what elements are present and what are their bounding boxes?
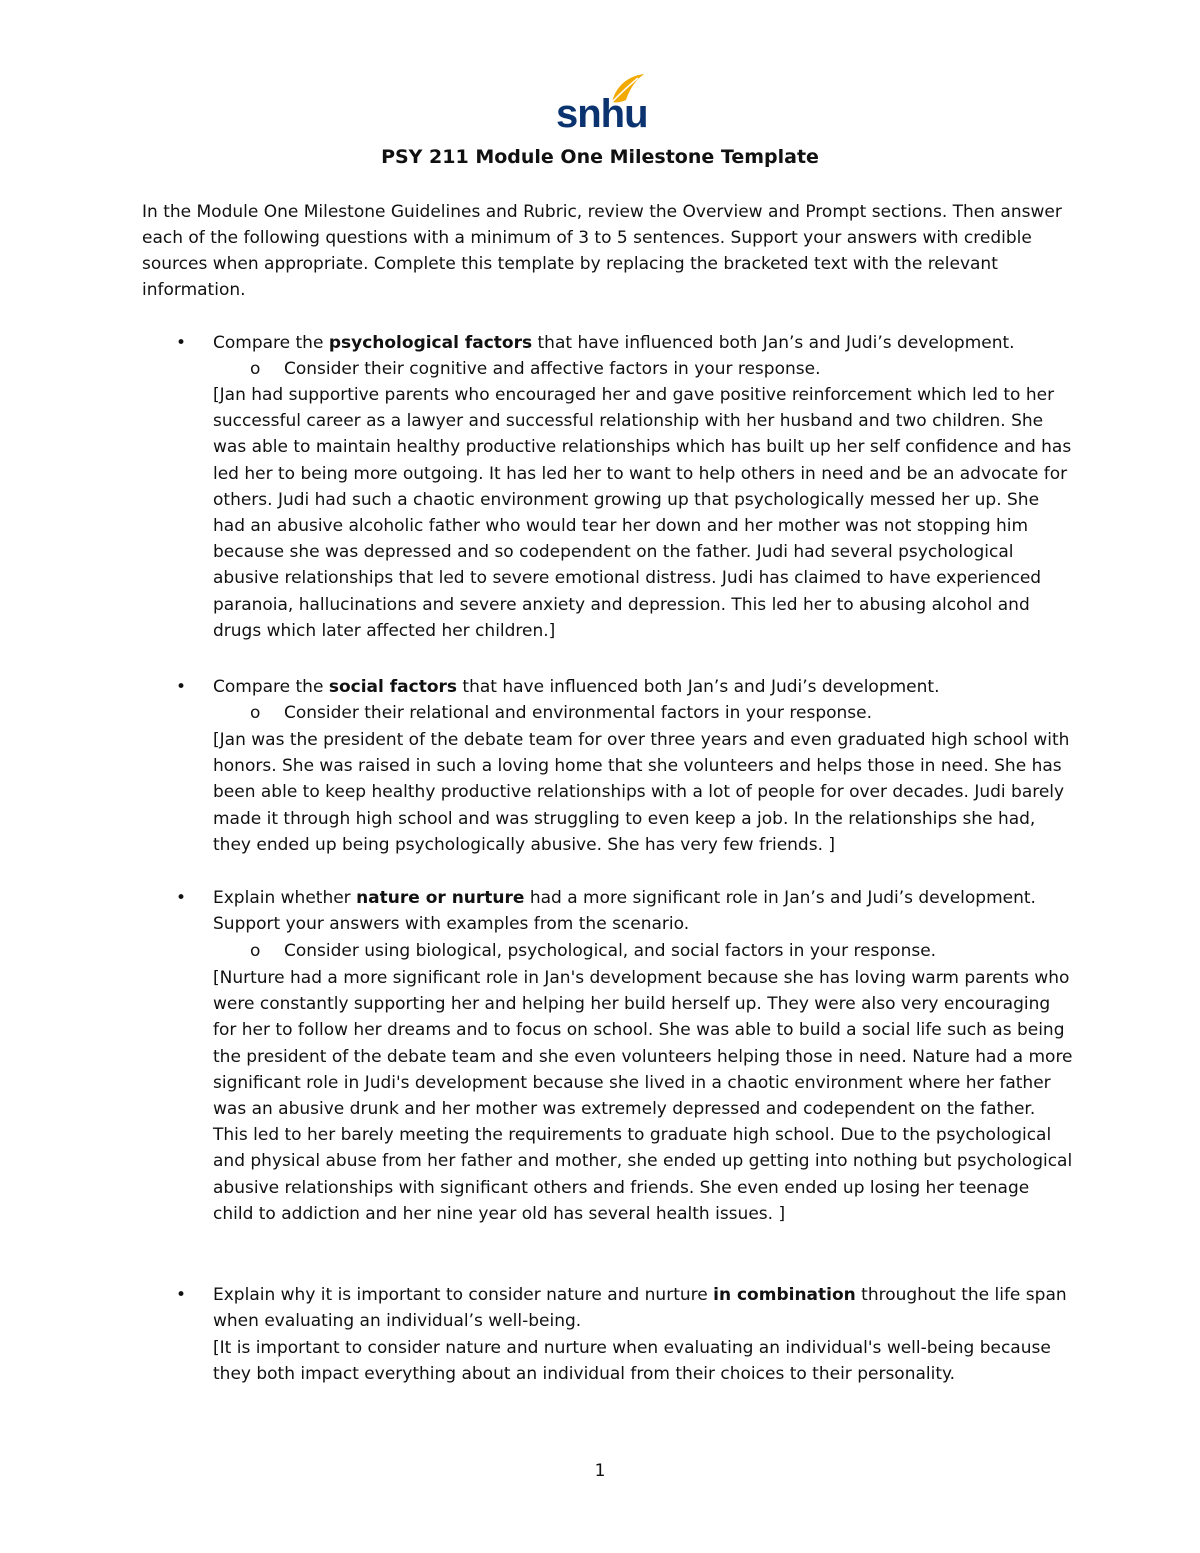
sub-bullet-icon: o xyxy=(250,941,261,961)
question-2-prompt: Compare the social factors that have influenced both Jan’s and Judi’s development. xyxy=(213,677,940,697)
snhu-logo xyxy=(550,72,650,134)
sub-bullet-icon: o xyxy=(250,703,261,723)
bullet-icon: • xyxy=(175,333,187,353)
sub-bullet-icon: o xyxy=(250,359,261,379)
answer-2: [Jan was the president of the debate team for over three years and even graduated high school with honors. She was raised in such a loving home that she volunteers and helps those in need. She has been able to keep healthy productive relationships with a lot of people for over decades. Judi barely made it through high school and was struggling to even keep a job. In the relationships she had, they ended up being psychologically abusive. She has very few friends. ] xyxy=(213,730,1070,855)
bullet-icon: • xyxy=(175,677,187,697)
answer-3: [Nurture had a more significant role in Jan's development because she has loving warm parents who were constantly supporting her and helping her build herself up. They were also very encouraging for her to follow her dreams and to focus on school. She was able to build a social life such as being the president of the debate team and she even volunteers helping those in need. Nature had a more significant role in Judi's development because she lived in a chaotic environment where her father was an abusive drunk and her mother was extremely depressed and codependent on the father. This led to her barely meeting the requirements to graduate high school. Due to the psychological and physical abuse from her father and mother, she ended up getting into nothing but psychological abusive relationships with significant others and friends. She even ended up losing her teenage child to addiction and her nine year old has several health issues. ] xyxy=(213,968,1073,1224)
question-1-prompt: Compare the psychological factors that have influenced both Jan’s and Judi’s development. xyxy=(213,333,1015,353)
bullet-icon: • xyxy=(175,1285,187,1305)
question-4-prompt: Explain why it is important to consider nature and nurture in combination throughout the life span when evaluating an individual’s well-being. xyxy=(213,1285,1067,1331)
bullet-icon: • xyxy=(175,888,187,908)
answer-4: [It is important to consider nature and nurture when evaluating an individual's well-being because they both impact everything about an individual from their choices to their personality. xyxy=(213,1338,1051,1385)
page-number: 1 xyxy=(594,1461,606,1481)
document-page: snhu PSY 211 Module One Milestone Template In the Module One Milestone Guidelines and Rubric, review the Overview and Prompt sections. Then answer each of the following questions with a minimum of 3 to 5 sentences. Support your answers with credible sources when appropriate. Complete this template by replacing the bracketed text with the relevant information. • Compare the psychological factors that have influenced both Jan’s and Judi’s development. o Consider their cognitive and affective factors in your response. [Jan had supportive parents who encouraged her and gave positive reinforcement which led to her successful career as a lawyer and successful relationship with her husband and two children. She was able to maintain healthy productive relationships which has built up her self confidence and has led her to being more outgoing. It has led her to want to help others in need and be an advocate for others. Judi had such a chaotic environment growing up that psychologically messed her up. She had an abusive alcoholic father who would tear her down and her mother was not stopping him because she was depressed and so codependent on the father. Judi had several psychological abusive relationships that led to severe emotional distress. Judi has claimed to have experienced paranoia, hallucinations and severe anxiety and depression. This led her to abusing alcohol and drugs which later affected her children.] • Compare the social factors that have influenced both Jan’s and Judi’s development. o Consider their relational and environmental factors in your response. [Jan was the president of the debate team for over three years and even graduated high school with honors. She was raised in such a loving home that she volunteers and helps those in need. She has been able to keep healthy productive relationships with a lot of people for over decades. Judi barely made it through high school and was struggling to even keep a job. In the relationships she had, they ended up being psychologically abusive. She has very few friends. ] • Explain whether nature or nurture had a more significant role in Jan’s and Judi’s development. Support your answers with examples from the scenario. o Consider using biological, psychological, and social factors in your response. [Nurture had a more significant role in Jan's development because she has loving warm parents who were constantly supporting her and helping her build herself up. They were also very encouraging for her to follow her dreams and to focus on school. She was able to build a social life such as being the president of the debate team and she even volunteers helping those in need. Nature had a more significant role in Judi's development because she lived in a chaotic environment where her father was an abusive drunk and her mother was extremely depressed and codependent on the father. This led to her barely meeting the requirements to graduate high school. Due to the psychological and physical abuse from her father and mother, she ended up getting into nothing but psychological abusive relationships with significant others and friends. She even ended up losing her teenage child to addiction and her nine year old has several health issues. ] • Explain why it is important to consider nature and nurture in combination throughout the life span when evaluating an individual’s well-being. [It is important to consider nature and nurture when evaluating an individual's well-being because they both impact everything about an individual from their choices to their personality. 1 xyxy=(0,0,1200,1553)
intro-paragraph: In the Module One Milestone Guidelines and Rubric, review the Overview and Prompt sections. Then answer each of the following questions with a minimum of 3 to 5 sentences. Support your answers with credible sources when appropriate. Complete this template by replacing the bracketed text with the relevant information. xyxy=(142,202,1062,300)
question-3-prompt: Explain whether nature or nurture had a more significant role in Jan’s and Judi’s development. Support your answers with examples from the scenario. xyxy=(213,888,1036,934)
answer-1: [Jan had supportive parents who encouraged her and gave positive reinforcement which led to her successful career as a lawyer and successful relationship with her husband and two children. She was able to maintain healthy productive relationships which has built up her self confidence and has led her to being more outgoing. It has led her to want to help others in need and be an advocate for others. Judi had such a chaotic environment growing up that psychologically messed her up. She had an abusive alcoholic father who would tear her down and her mother was not stopping him because she was depressed and so codependent on the father. Judi had several psychological abusive relationships that led to severe emotional distress. Judi has claimed to have experienced paranoia, hallucinations and severe anxiety and depression. This led her to abusing alcohol and drugs which later affected her children.] xyxy=(213,385,1072,641)
logo-wordmark: snhu xyxy=(556,92,648,136)
page-title: PSY 211 Module One Milestone Template xyxy=(381,146,819,168)
